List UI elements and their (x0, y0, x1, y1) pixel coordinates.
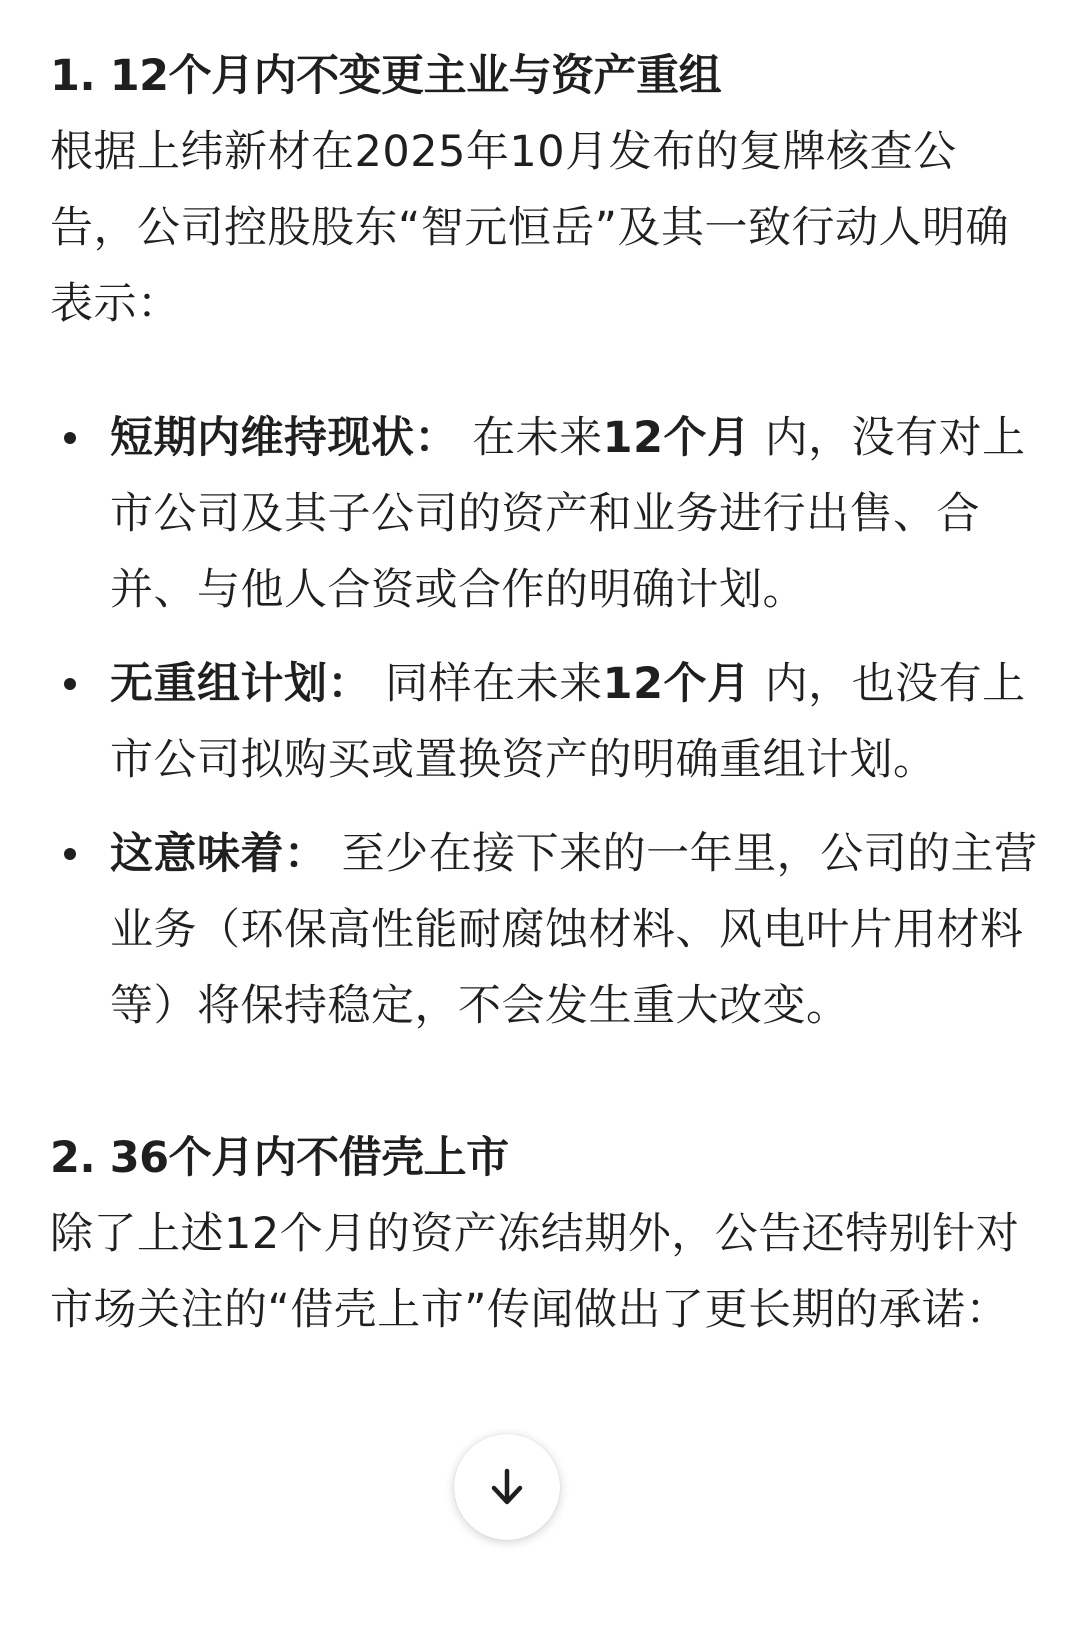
section-2-heading: 2. 36个月内不借壳上市 (50, 1133, 509, 1183)
list-item (50, 646, 1040, 798)
list-item (50, 816, 1040, 1044)
section-2-intro: 除了上述12个月的资产冻结期外，公告还特别针对市场关注的“借壳上市”传闻做出了更长期的承诺： (50, 1209, 1020, 1335)
article-content (50, 38, 1040, 1348)
bullet-text: 同样在未来 (385, 659, 603, 709)
bullet-text: 在未来 (472, 413, 603, 463)
bullet-label: 无重组计划： (110, 659, 371, 709)
bullet-text: 至少在接下来的一年里，公司的主营业务（环保高性能耐腐蚀材料、风电叶片用材料等）将保持稳定，不会发生重大改变。 (110, 829, 1038, 1031)
section-1-heading: 1. 12个月内不变更主业与资产重组 (50, 51, 722, 101)
bullet-dot (64, 848, 76, 860)
bullet-text: 内，没有对上市公司及其子公司的资产和业务进行出售、合并、与他人合资或合作的明确计划。 (110, 413, 1026, 615)
scroll-to-bottom-button[interactable] (454, 1434, 560, 1540)
bullet-emphasis: 12个月 (602, 413, 751, 463)
bullet-dot (64, 432, 76, 444)
bullet-dot (64, 678, 76, 690)
bullet-text: 内，也没有上市公司拟购买或置换资产的明确重组计划。 (110, 659, 1026, 785)
arrow-down-icon (485, 1465, 529, 1509)
section-spacer (50, 1062, 1040, 1120)
section-1-intro: 根据上纬新材在2025年10月发布的复牌核查公告，公司控股股东“智元恒岳”及其一致行动人明确表示： (50, 127, 1010, 329)
bullet-emphasis: 12个月 (602, 659, 751, 709)
section-1-bullet-list (50, 400, 1040, 1044)
list-item (50, 400, 1040, 628)
bullet-label: 这意味着： (110, 829, 328, 879)
bullet-label: 短期内维持现状： (110, 413, 458, 463)
